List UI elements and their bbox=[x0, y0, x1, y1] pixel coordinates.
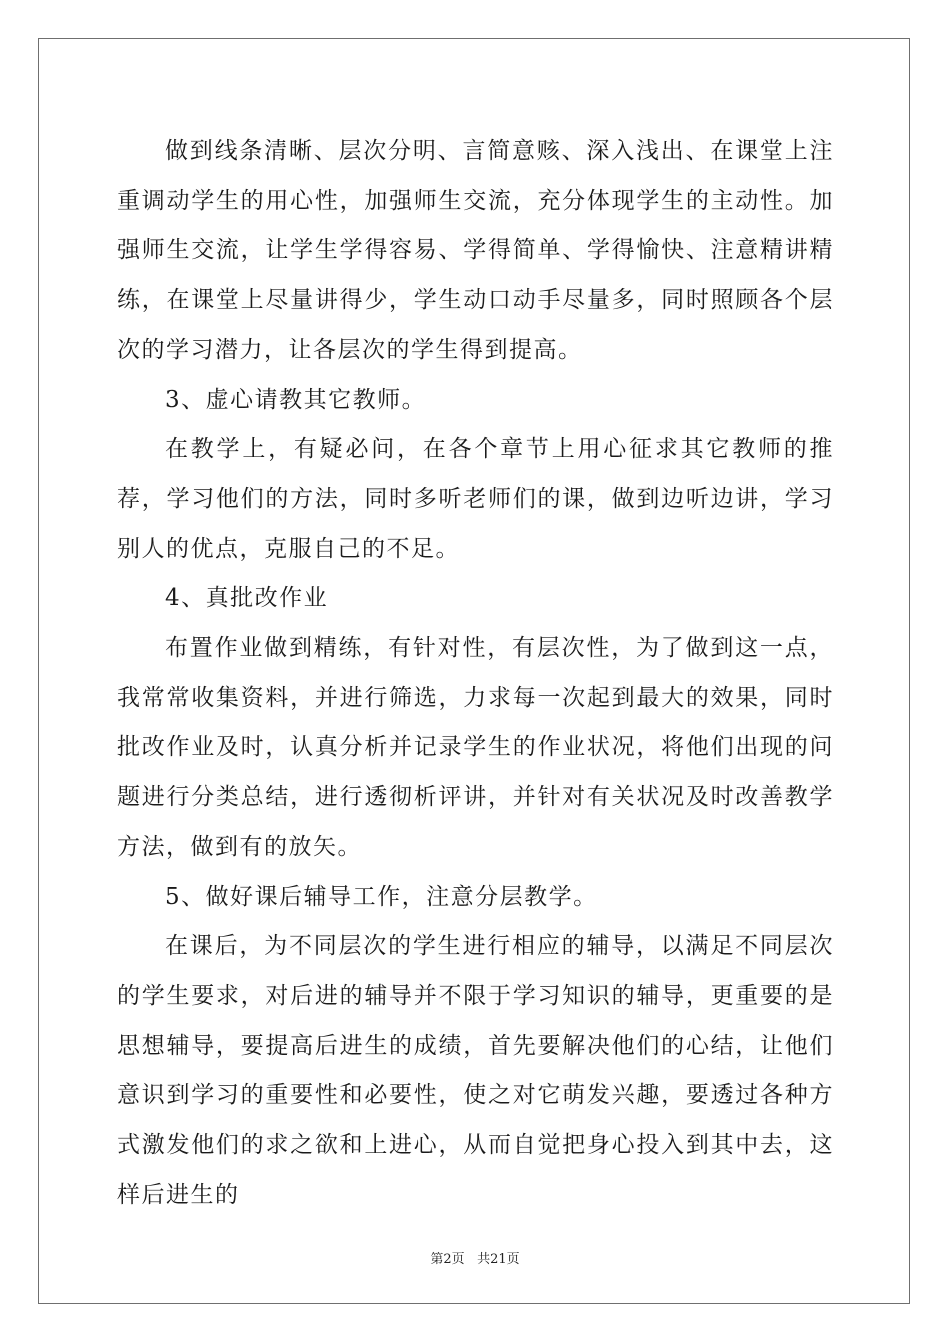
section-heading: 5、做好课后辅导工作，注意分层教学。 bbox=[165, 883, 598, 910]
paragraph: 在教学上，有疑必问，在各个章节上用心征求其它教师的推荐，学习他们的方法，同时多听老师们的课，做到边听边讲，学习别人的优点，克服自己的不足。 bbox=[117, 436, 834, 562]
total-pages: 共21页 bbox=[477, 1252, 520, 1267]
paragraph: 在课后，为不同层次的学生进行相应的辅导，以满足不同层次的学生要求，对后进的辅导并不限于学习知识的辅导，更重要的是思想辅导，要提高后进生的成绩，首先要解决他们的心结，让他们意识到学习的重要性和必要性，使之对它萌发兴趣，要透过各种方式激发他们的求之欲和上进心，从而自觉把身心投入到其中去，这样后进生的 bbox=[117, 933, 834, 1208]
section-heading: 4、真批改作业 bbox=[165, 585, 329, 612]
document-body bbox=[117, 127, 834, 1220]
paragraph: 布置作业做到精练，有针对性，有层次性，为了做到这一点，我常常收集资料，并进行筛选，力求每一次起到最大的效果，同时批改作业及时，认真分析并记录学生的作业状况，将他们出现的问题进行分类总结，进行透彻析评讲，并针对有关状况及时改善教学方法，做到有的放矢。 bbox=[117, 635, 834, 860]
section-heading: 3、虚心请教其它教师。 bbox=[165, 386, 427, 413]
page-number: 第2页 bbox=[430, 1252, 465, 1267]
page-footer bbox=[0, 1248, 950, 1267]
paragraph: 做到线条清晰、层次分明、言简意赅、深入浅出、在课堂上注重调动学生的用心性，加强师生交流，充分体现学生的主动性。加强师生交流，让学生学得容易、学得简单、学得愉快、注意精讲精练，在课堂上尽量讲得少，学生动口动手尽量多，同时照顾各个层次的学习潜力，让各层次的学生得到提高。 bbox=[117, 138, 834, 363]
